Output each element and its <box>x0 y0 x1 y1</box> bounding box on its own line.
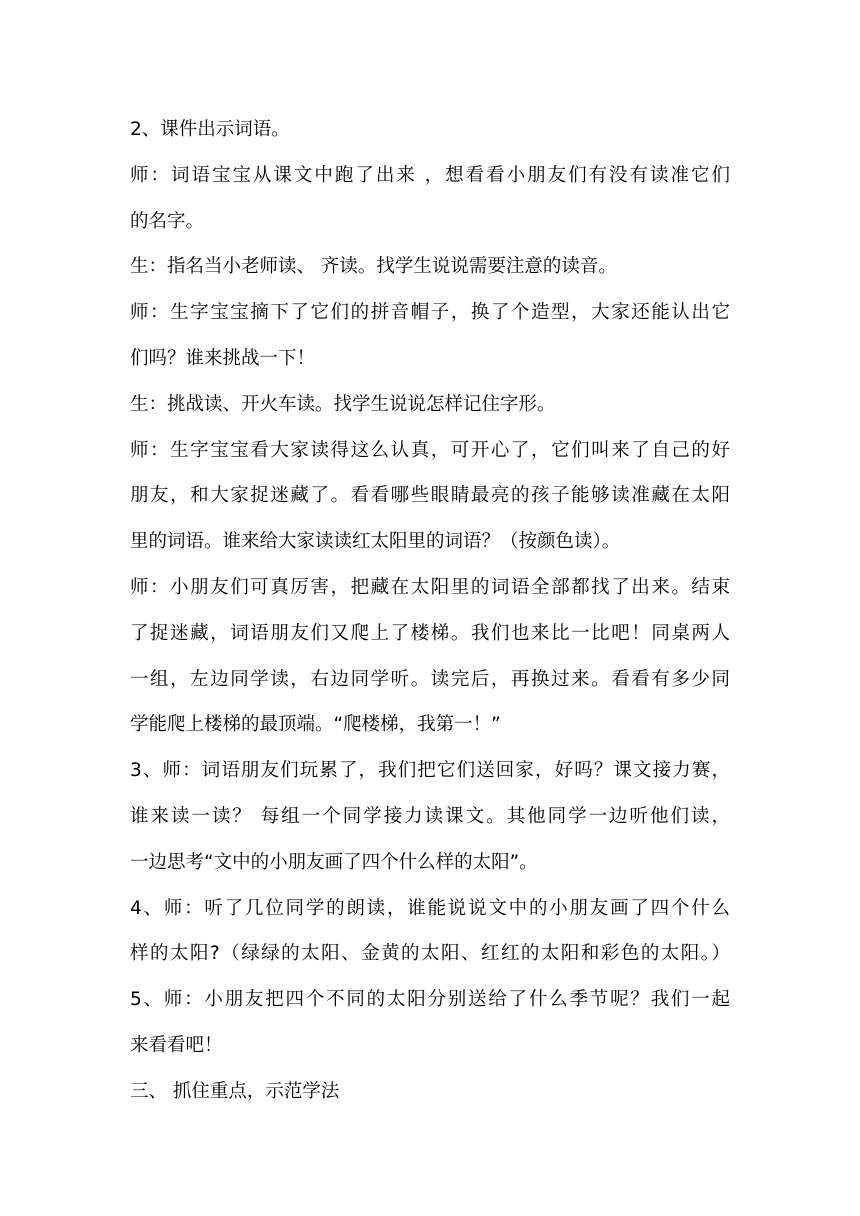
text-line: 里的词语。谁来给大家读读红太阳里的词语？（按颜色读）。 <box>130 531 621 553</box>
text-line: 师：小朋友们可真厉害，把藏在太阳里的词语全部都找了出来。结束 <box>130 576 730 598</box>
text-line: 来看看吧！ <box>130 1034 223 1056</box>
text-line: 的名字。 <box>130 210 205 232</box>
text-line: 样的太阳?（绿绿的太阳、金黄的太阳、红红的太阳和彩色的太阳。） <box>130 943 730 965</box>
text-line: 们吗？谁来挑战一下！ <box>130 347 316 369</box>
text-line: 2、课件出示词语。 <box>130 119 290 140</box>
document-body <box>130 107 730 1115</box>
text-line: 生：指名当小老师读、 齐读。找学生说说需要注意的读音。 <box>130 256 617 278</box>
text-line: 5、师：小朋友把四个不同的太阳分别送给了什么季节呢？我们一起 <box>130 989 730 1011</box>
text-line: 生：挑战读、开火车读。找学生说说怎样记住字形。 <box>130 393 556 415</box>
text-line: 3、师：词语朋友们玩累了，我们把它们送回家，好吗？课文接力赛， <box>130 760 730 782</box>
text-line: 了捉迷藏，词语朋友们又爬上了楼梯。我们也来比一比吧！同桌两人 <box>130 622 730 644</box>
text-line: 朋友，和大家捉迷藏了。看看哪些眼睛最亮的孩子能够读准藏在太阳 <box>130 485 730 507</box>
text-line: 谁来读一读？ 每组一个同学接力读课文。其他同学一边听他们读， <box>130 805 730 827</box>
text-line: 4、师：听了几位同学的朗读，谁能说说文中的小朋友画了四个什么 <box>130 897 730 919</box>
text-line: 一组，左边同学读，右边同学听。读完后，再换过来。看看有多少同 <box>130 668 730 690</box>
text-line: 学能爬上楼梯的最顶端。“爬楼梯，我第一！” <box>130 714 501 736</box>
text-line: 师：生字宝宝看大家读得这么认真，可开心了，它们叫来了自己的好 <box>130 439 730 461</box>
section-heading: 三、 抓住重点，示范学法 <box>130 1080 340 1102</box>
text-line: 一边思考“文中的小朋友画了四个什么样的太阳”。 <box>130 851 538 873</box>
text-line: 师：词语宝宝从课文中跑了出来 ，想看看小朋友们有没有读准它们 <box>130 164 730 186</box>
text-line: 师：生字宝宝摘下了它们的拼音帽子，换了个造型，大家还能认出它 <box>130 302 730 324</box>
